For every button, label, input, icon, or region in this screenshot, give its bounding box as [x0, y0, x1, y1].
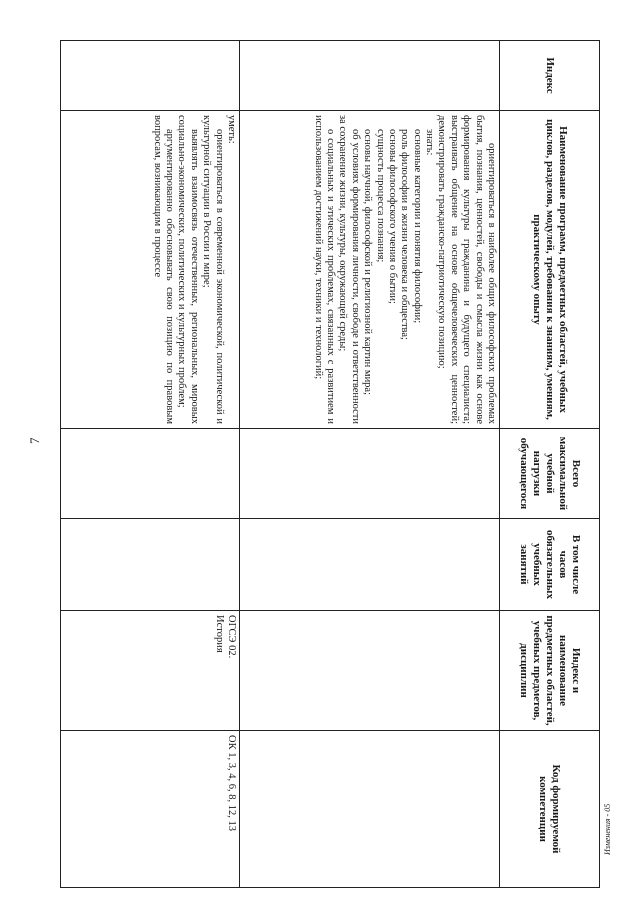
requirement-line: выявлять взаимосвязь отечественных, региональных, мировых социально-экономических, политических и культурных проблем;: [176, 115, 200, 424]
requirement-line: о социальных и этических проблемах, связанных с развитием и использованием достижений науки, техники и технологий;: [312, 115, 337, 424]
header-names: Наименование программ, предметных областей, учебных циклов, разделов, модулей, требования к знаниям, умениям, практическому опыту: [500, 111, 600, 429]
discipline-name: История: [213, 615, 225, 653]
discipline-code: ОГСЭ 02.: [226, 615, 237, 659]
cell-max-load: [61, 429, 240, 519]
requirement-line: ориентироваться в современной экономической, политической и культурной ситуации в России и мире;: [201, 115, 225, 424]
cell-index: [240, 41, 500, 111]
cell-mandatory-hours: [61, 519, 240, 611]
cell-competence: [240, 731, 500, 888]
header-mandatory-hours: В том числе часов обязательных учебных занятий: [500, 519, 600, 611]
rotated-table-wrapper: [60, 40, 600, 887]
requirement-line: сущность процесса познания;: [374, 129, 386, 263]
table-header-row: [500, 41, 600, 888]
cell-mandatory-hours: [240, 519, 500, 611]
page-number: 7: [27, 437, 42, 444]
header-max-load: Всего максимальной учебной нагрузки обучающегося: [500, 429, 600, 519]
cell-requirements: [61, 111, 240, 429]
requirement-line: аргументированно обосновывать свою позицию по правовым вопросам, возникающим в процессе: [151, 115, 176, 424]
cell-max-load: [240, 429, 500, 519]
header-competence: Код формируемой компетенции: [500, 731, 600, 888]
curriculum-table: [60, 40, 600, 888]
requirement-line: роль философии в жизни человека и общества;: [399, 129, 411, 340]
requirement-line: об условиях формирования личности, свободе и ответственности за сохранение жизни, культуры, окружающей среды;: [337, 115, 361, 424]
cell-discipline: [240, 611, 500, 731]
requirement-line: основы научной, философской и религиозной картин мира;: [362, 129, 374, 396]
header-index: Индекс: [500, 41, 600, 111]
requirement-line: ориентироваться в наиболее общих философских проблемах бытия, познания, ценностей, свободы и смысла жизни как основе формирования культуры гражданина и будущего специалиста; выстраивать общение на основе общечеловеческих ценностей; демонстрировать гражданско-патриотическую позицию;: [436, 115, 497, 424]
header-discipline: Индекс и наименование предметных областей, учебных предметов, дисциплин: [500, 611, 600, 731]
requirement-line: основные категории и понятия философии;: [411, 129, 423, 324]
requirement-line: уметь:: [226, 115, 237, 144]
cell-requirements: [240, 111, 500, 429]
cell-discipline: [61, 611, 240, 731]
requirement-line: основы философского учения о бытии;: [387, 129, 398, 304]
requirement-line: знать:: [424, 129, 436, 156]
table-row: [240, 41, 500, 888]
footer-note: Изменения - 05: [603, 803, 612, 855]
table-row: [61, 41, 240, 888]
cell-index: [61, 41, 240, 111]
cell-competence: ОК 1, 3, 4, 6, 8, 12, 13: [61, 731, 240, 888]
